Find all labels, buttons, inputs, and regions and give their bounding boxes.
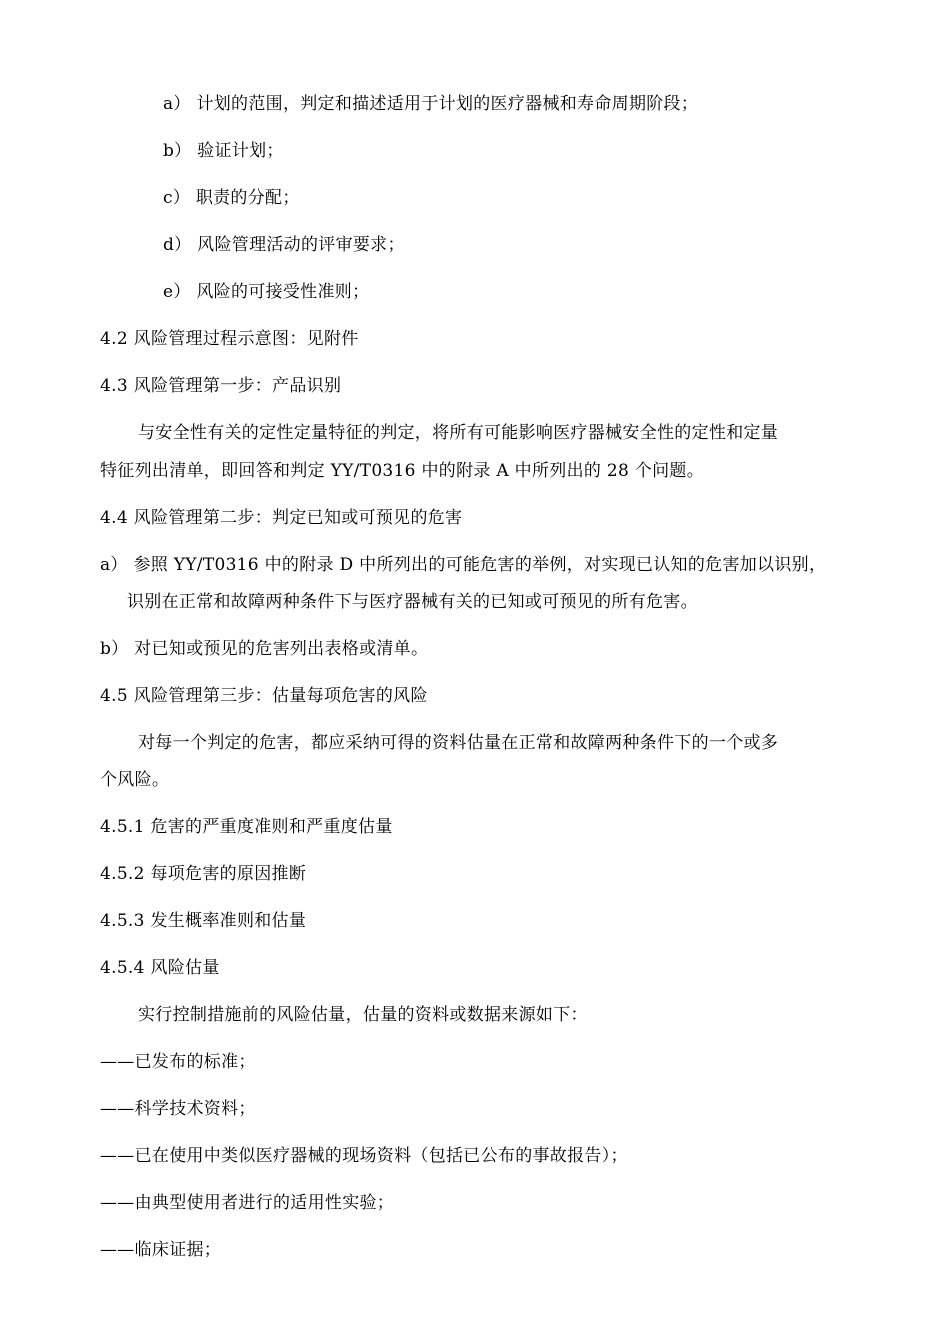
section-4-3-paragraph-line1: 与安全性有关的定性定量特征的判定，将所有可能影响医疗器械安全性的定性和定量 (138, 423, 779, 443)
source-item: ——临床证据； (100, 1240, 222, 1260)
plan-item-b: b） 验证计划； (163, 141, 284, 161)
section-4-3-heading: 4.3 风险管理第一步：产品识别 (100, 376, 342, 396)
section-4-5-paragraph-line2: 个风险。 (100, 770, 170, 790)
section-4-5-4-heading: 4.5.4 风险估量 (100, 958, 220, 978)
source-item: ——科学技术资料； (100, 1099, 256, 1119)
section-4-5-paragraph-line1: 对每一个判定的危害，都应采纳可得的资料估量在正常和故障两种条件下的一个或多 (138, 733, 779, 753)
plan-item-d: d） 风险管理活动的评审要求； (163, 235, 405, 255)
source-item: ——已在使用中类似医疗器械的现场资料（包括已公布的事故报告）； (100, 1146, 628, 1166)
section-4-5-4-paragraph: 实行控制措施前的风险估量，估量的资料或数据来源如下： (138, 1005, 588, 1025)
section-4-2-heading: 4.2 风险管理过程示意图：见附件 (100, 329, 359, 349)
plan-item-c: c） 职责的分配； (163, 188, 300, 208)
section-4-4-heading: 4.4 风险管理第二步：判定已知或可预见的危害 (100, 508, 463, 528)
section-4-5-2-heading: 4.5.2 每项危害的原因推断 (100, 864, 307, 884)
source-item: ——由典型使用者进行的适用性实验； (100, 1193, 395, 1213)
section-4-5-1-heading: 4.5.1 危害的严重度准则和严重度估量 (100, 817, 393, 837)
section-4-5-heading: 4.5 风险管理第三步：估量每项危害的风险 (100, 686, 428, 706)
source-item: ——已发布的标准； (100, 1052, 256, 1072)
section-4-4-item-a-line2: 识别在正常和故障两种条件下与医疗器械有关的已知或可预见的所有危害。 (127, 592, 698, 612)
section-4-3-paragraph-line2: 特征列出清单，即回答和判定 YY/T0316 中的附录 A 中所列出的 28 个问题。 (100, 461, 705, 481)
plan-item-a: a） 计划的范围，判定和描述适用于计划的医疗器械和寿命周期阶段； (163, 94, 699, 114)
section-4-4-item-a-line1: a） 参照 YY/T0316 中的附录 D 中所列出的可能危害的举例，对实现已认知的危害加以识别， (100, 555, 827, 575)
plan-item-e: e） 风险的可接受性准则； (163, 282, 370, 302)
section-4-4-item-b: b） 对已知或预见的危害列出表格或清单。 (100, 639, 429, 659)
section-4-5-3-heading: 4.5.3 发生概率准则和估量 (100, 911, 307, 931)
